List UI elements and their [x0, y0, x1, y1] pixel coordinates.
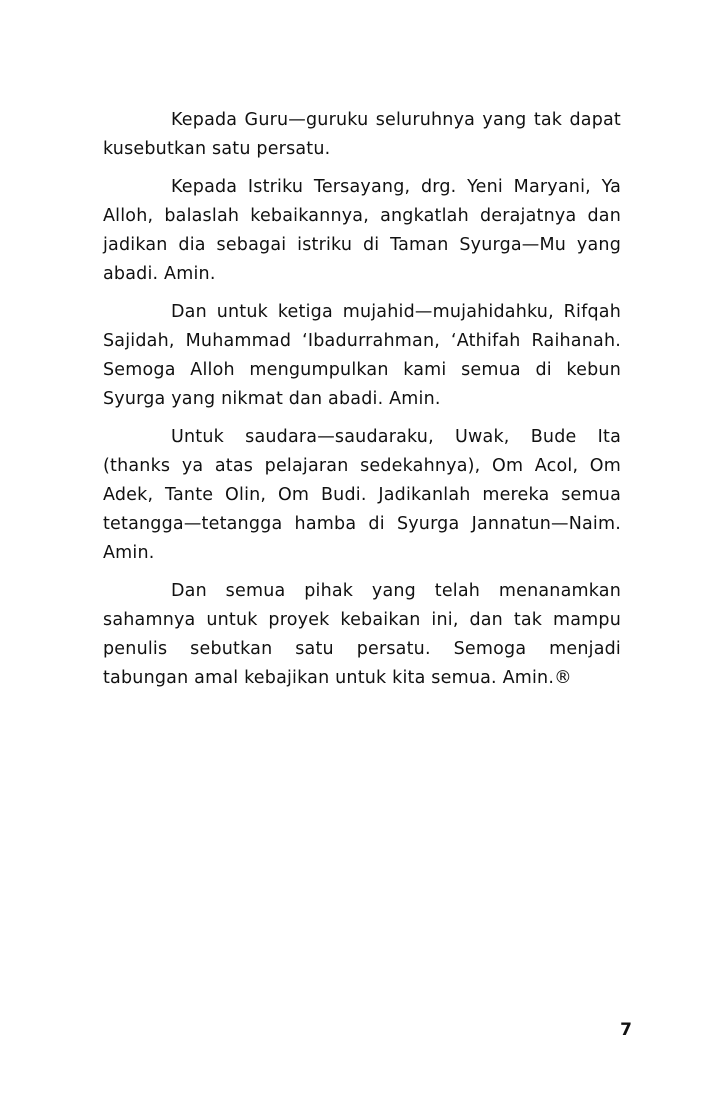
paragraph-teachers: Kepada Guru—guruku seluruhnya yang tak dapat kusebutkan satu persatu.: [103, 110, 621, 159]
paragraph-wife: Kepada Istriku Tersayang, drg. Yeni Maryani, Ya Alloh, balaslah kebaikannya, angkatlah derajatnya dan jadikan dia sebagai istriku di Taman Syurga—Mu yang abadi. Amin.: [103, 177, 621, 284]
paragraph-relatives: Untuk saudara—saudaraku, Uwak, Bude Ita (thanks ya atas pelajaran sedekahnya), Om Acol, Om Adek, Tante Olin, Om Budi. Jadikanlah mereka semua tetangga—tetangga hamba di Syurga Jannatun—Naim. Amin.: [103, 427, 621, 563]
acknowledgement-text: [103, 106, 621, 702]
paragraph-contributors: Dan semua pihak yang telah menanamkan sahamnya untuk proyek kebaikan ini, dan tak mampu penulis sebutkan satu persatu. Semoga menjadi tabungan amal kebajikan untuk kita semua. Amin.®: [103, 581, 621, 688]
page-number: 7: [620, 1020, 632, 1040]
paragraph-children: Dan untuk ketiga mujahid—mujahidahku, Rifqah Sajidah, Muhammad ‘Ibadurrahman, ‘Athifah Raihanah. Semoga Alloh mengumpulkan kami semua di kebun Syurga yang nikmat dan abadi. Amin.: [103, 302, 621, 409]
